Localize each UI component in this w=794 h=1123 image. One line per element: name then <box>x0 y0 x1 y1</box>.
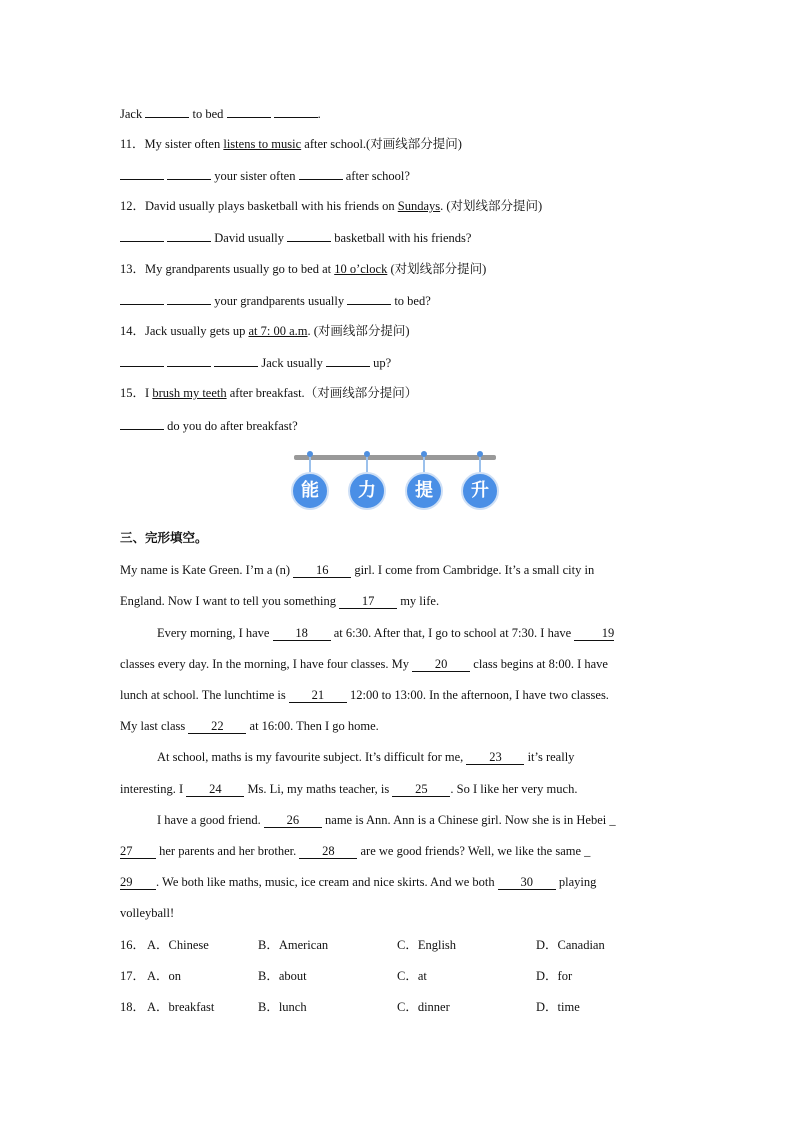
text: class begins at 8:00. I have <box>470 657 608 671</box>
answer-blank[interactable] <box>120 229 164 242</box>
instruction-note: (对划线部分提问) <box>387 262 487 276</box>
passage-line-12: volleyball! <box>120 906 175 920</box>
instruction-note: (对画线部分提问) <box>310 324 410 338</box>
text: after school? <box>345 169 410 183</box>
text: Jack usually <box>261 356 323 370</box>
passage-line-11 <box>120 874 596 890</box>
option-b[interactable]: B．lunch <box>258 1000 307 1014</box>
option-a[interactable]: A．on <box>147 969 182 983</box>
underlined-phrase: listens to music <box>223 137 302 151</box>
question-number: 13． <box>120 262 146 276</box>
q10-answer-line <box>120 105 321 122</box>
text: at 6:30. After that, I go to school at 7:30. I have <box>330 626 575 640</box>
question-number: 14． <box>120 324 146 338</box>
passage-line-2 <box>120 593 439 609</box>
text: England. Now I want to tell you something <box>120 594 340 608</box>
text: it’s really <box>524 750 575 764</box>
banner-dot <box>364 451 370 457</box>
cloze-blank-25[interactable]: 25 <box>392 782 450 797</box>
answer-blank[interactable] <box>167 167 211 180</box>
text: Jack usually gets up <box>145 324 249 338</box>
q14-answer-line <box>120 354 391 371</box>
text: At school, maths is my favourite subject. It’s difficult for me, <box>157 750 467 764</box>
instruction-note: (对划线部分提问) <box>443 199 543 213</box>
text: My sister often <box>144 137 224 151</box>
text: her parents and her brother. <box>156 844 300 858</box>
cloze-blank-28[interactable]: 28 <box>299 844 357 859</box>
text: . So I like her very much. <box>450 782 578 796</box>
cloze-blank-27[interactable]: 27 <box>120 844 156 859</box>
banner-dot <box>477 451 483 457</box>
option-c[interactable]: C．at <box>397 969 427 983</box>
answer-blank[interactable] <box>120 417 164 430</box>
answer-blank[interactable] <box>167 354 211 367</box>
ability-banner <box>294 452 496 512</box>
q12-answer-line <box>120 229 471 246</box>
answer-blank[interactable] <box>145 105 189 118</box>
answer-blank[interactable] <box>120 292 164 305</box>
option-d[interactable]: D．for <box>536 969 573 983</box>
passage-line-8 <box>120 781 577 797</box>
banner-char-1: 能 <box>291 472 329 510</box>
section-title: 三、完形填空。 <box>120 530 208 545</box>
question-number: 12． <box>120 199 146 213</box>
option-d[interactable]: D．Canadian <box>536 938 605 952</box>
question-12 <box>120 198 542 214</box>
text: girl. I come from Cambridge. It’s a small city in <box>351 563 595 577</box>
banner-char-3: 提 <box>405 472 443 510</box>
text: Ms. Li, my maths teacher, is <box>244 782 393 796</box>
instruction-note: （对画线部分提问） <box>304 386 418 400</box>
answer-blank[interactable] <box>299 167 343 180</box>
text: . <box>317 107 321 121</box>
passage-line-5 <box>120 687 609 703</box>
answer-blank[interactable] <box>120 354 164 367</box>
underlined-phrase: brush my teeth <box>152 386 227 400</box>
option-b[interactable]: B．American <box>258 938 329 952</box>
text: David usually plays basketball with his friends on <box>145 199 398 213</box>
answer-blank[interactable] <box>347 292 391 305</box>
option-number: 16． <box>120 938 146 952</box>
text: your grandparents usually <box>214 294 345 308</box>
option-b[interactable]: B．about <box>258 969 307 983</box>
option-a[interactable]: A．breakfast <box>147 1000 215 1014</box>
banner-char-2: 力 <box>348 472 386 510</box>
text: my life. <box>397 594 440 608</box>
question-11 <box>120 136 462 152</box>
text: My grandparents usually go to bed at <box>145 262 335 276</box>
cloze-blank-18[interactable]: 18 <box>273 626 331 641</box>
cloze-blank-21[interactable]: 21 <box>289 688 347 703</box>
cloze-blank-16[interactable]: 16 <box>293 563 351 578</box>
option-a[interactable]: A．Chinese <box>147 938 209 952</box>
answer-blank[interactable] <box>274 105 318 118</box>
banner-dot <box>307 451 313 457</box>
text: after school. <box>301 137 367 151</box>
text: I <box>145 386 153 400</box>
text: your sister often <box>214 169 296 183</box>
text: after breakfast. <box>226 386 305 400</box>
text: My last class <box>120 719 189 733</box>
text: . <box>307 324 311 338</box>
option-d[interactable]: D．time <box>536 1000 580 1014</box>
answer-blank[interactable] <box>167 292 211 305</box>
text: do you do after breakfast? <box>167 419 298 433</box>
q11-answer-line <box>120 167 410 184</box>
text: classes every day. In the morning, I have four classes. My <box>120 657 413 671</box>
text: . We both like maths, music, ice cream and nice skirts. And we both <box>156 875 498 889</box>
cloze-blank-17[interactable]: 17 <box>339 594 397 609</box>
passage-line-1 <box>120 562 594 578</box>
text: playing <box>555 875 597 889</box>
passage-line-6 <box>120 718 379 734</box>
answer-blank[interactable] <box>214 354 258 367</box>
option-number: 18． <box>120 1000 146 1014</box>
text: to bed? <box>394 294 431 308</box>
text: Every morning, I have <box>157 626 273 640</box>
cloze-blank-24[interactable]: 24 <box>186 782 244 797</box>
instruction-note: (对画线部分提问) <box>366 137 462 151</box>
answer-blank[interactable] <box>287 229 331 242</box>
banner-bar <box>294 455 496 460</box>
cloze-blank-29[interactable]: 29 <box>120 875 156 890</box>
cloze-blank-26[interactable]: 26 <box>264 813 322 828</box>
text: name is Ann. Ann is a Chinese girl. Now she is in Hebei _ <box>321 813 616 827</box>
q13-answer-line <box>120 292 431 309</box>
question-15 <box>120 385 417 401</box>
text: 12:00 to 13:00. In the afternoon, I have two classes. <box>346 688 609 702</box>
question-14 <box>120 323 410 339</box>
text: I have a good friend. <box>157 813 264 827</box>
text: My name is Kate Green. I’m a (n) <box>120 563 294 577</box>
banner-dot <box>421 451 427 457</box>
underlined-phrase: 10 o’clock <box>334 262 388 276</box>
passage-line-3 <box>157 625 614 641</box>
text: lunch at school. The lunchtime is <box>120 688 289 702</box>
banner-char-4: 升 <box>461 472 499 510</box>
answer-blank[interactable] <box>227 105 271 118</box>
underlined-phrase: at 7: 00 a.m <box>248 324 308 338</box>
passage-line-7 <box>157 749 574 765</box>
cloze-blank-30[interactable]: 30 <box>498 875 556 890</box>
option-c[interactable]: C．English <box>397 938 457 952</box>
answer-blank[interactable] <box>326 354 370 367</box>
cloze-blank-20[interactable]: 20 <box>412 657 470 672</box>
text: up? <box>373 356 392 370</box>
passage-line-10 <box>120 843 590 859</box>
text: David usually <box>214 231 285 245</box>
cloze-blank-19[interactable]: 19 <box>574 626 614 641</box>
q15-answer-line <box>120 417 298 434</box>
question-number: 11． <box>120 137 145 151</box>
option-c[interactable]: C．dinner <box>397 1000 450 1014</box>
text: are we good friends? Well, we like the same _ <box>357 844 591 858</box>
passage-line-4 <box>120 656 608 672</box>
text: . <box>440 199 444 213</box>
cloze-blank-22[interactable]: 22 <box>188 719 246 734</box>
text: Jack <box>120 107 143 121</box>
answer-blank[interactable] <box>120 167 164 180</box>
option-number: 17． <box>120 969 146 983</box>
text: basketball with his friends? <box>334 231 472 245</box>
text: interesting. I <box>120 782 187 796</box>
text: to bed <box>192 107 224 121</box>
text: at 16:00. Then I go home. <box>246 719 379 733</box>
question-number: 15． <box>120 386 146 400</box>
passage-line-9 <box>157 812 616 828</box>
answer-blank[interactable] <box>167 229 211 242</box>
cloze-blank-23[interactable]: 23 <box>466 750 524 765</box>
underlined-phrase: Sundays <box>397 199 441 213</box>
question-13 <box>120 261 486 277</box>
